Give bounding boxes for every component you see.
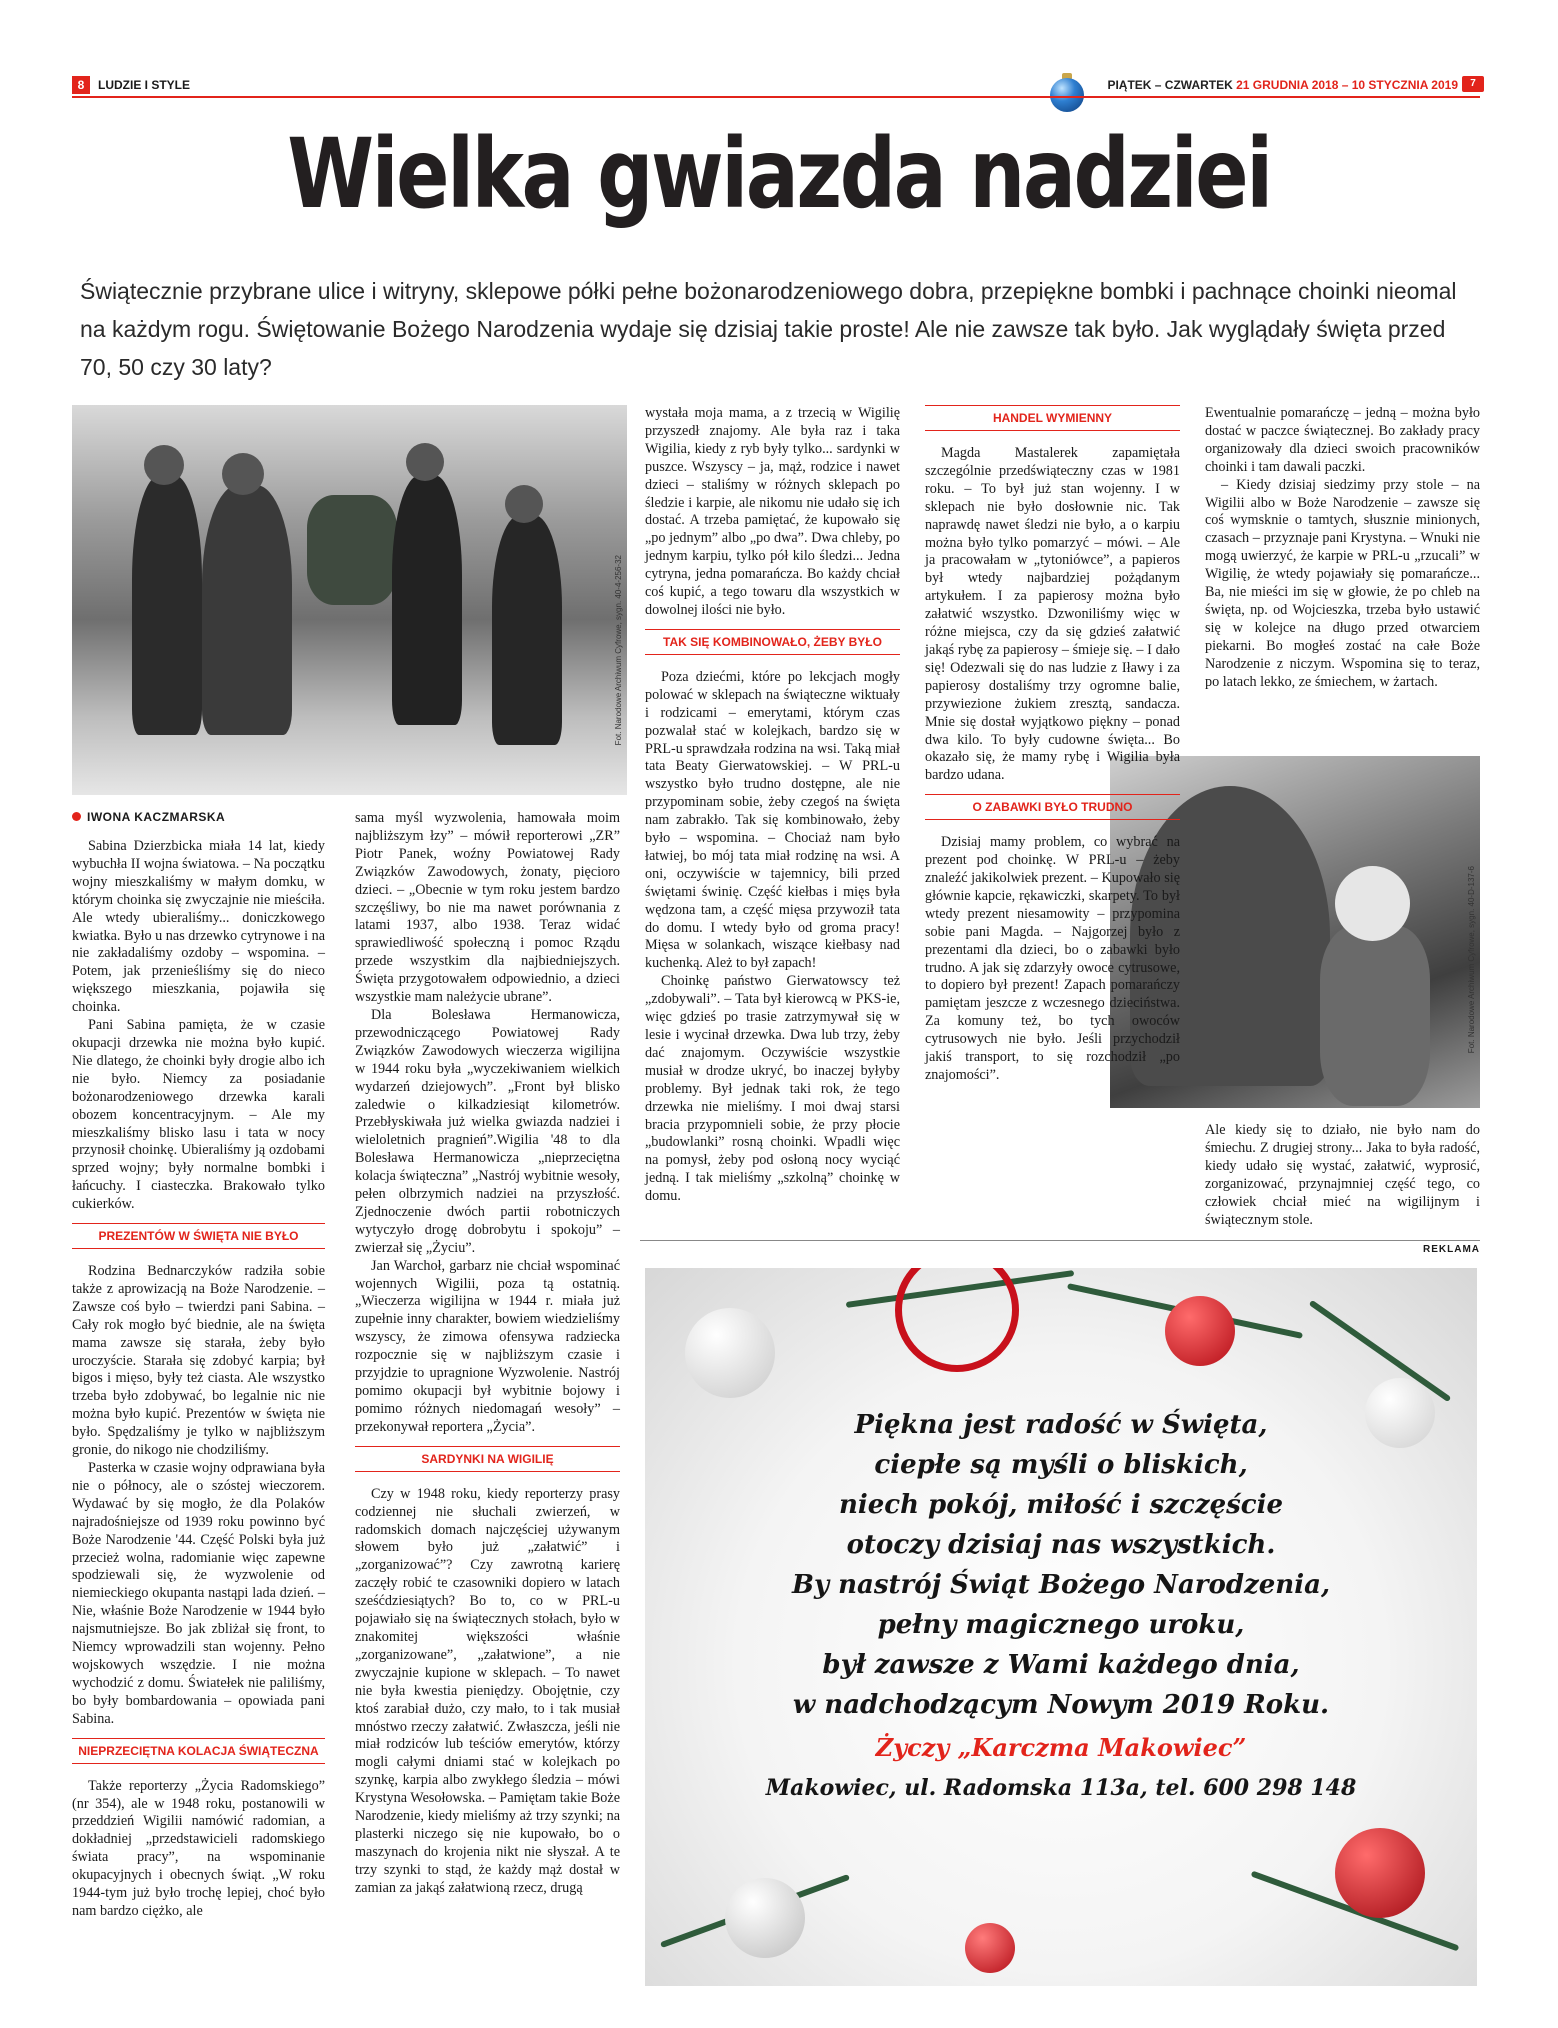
paragraph: sama myśl wyzwolenia, hamowała moim najbliższym łzy” – mówił reporterowi „ZR” Piotr Panek, woźny Powiatowej Rady Związków Zawodowych, żonaty, pięcioro dzieci. – „Obecnie w tym roku jestem bardzo szczęśliwy, bo nie ma nawet porównania z latami 1937, albo 1938. Teraz widać sprawiedliwość społeczną i pomoc Rządu przede wszystkim dla najbiedniejszych. Święta przygotowałem odpowiednio, a dzieci wszystkie mam należycie ubrane”. [355, 810, 620, 1006]
paragraph: Pasterka w czasie wojny odprawiana była nie o północy, ale o szóstej wieczorem. Wydawać by się mogło, że dla Polaków najradośniejsze od 1939 roku powinno być Boże Narodzenie '44. Część Polski była już przecież wolna, radomianie więc zapewne spodziewali się, że wyzwolenie od niemieckiego okupanta nastąpi lada dzień. – Nie, właśnie Boże Narodzenie w 1944 było najsmutniejsze. Bo jak zbliżał się front, to Niemcy wprowadzili stan wojenny. Pełno wojskowych wszędzie. I nie można wychodzić z domu. Światełek nie paliliśmy, bo były bombardowania – opowiada pani Sabina. [72, 1460, 325, 1727]
advert-signature: Życzy „Karczma Makowiec” [875, 1733, 1247, 1762]
red-ribbon-icon [895, 1268, 1019, 1372]
paragraph: Dzisiaj mamy problem, co wybrać na prezent pod choinkę. W PRL-u – żeby znaleźć jakikolwiek prezent. – Kupowało się głównie kapcie, rękawiczki, skarpety. To był wtedy prezent niesamowity – przypomina sobie pani Magda. – Najgorzej było z prezentami dla dzieci, bo o zabawki było trudno. A jak się zdarzyły owoce cytrusowe, to dopiero był prezent! Zapach pomarańczy pamiętam jeszcze z wczesnego dzieciństwa. Za komuny też, bo tych owoców cytrusowych nie było. Jeśli przychodził jakiś transport, to się rozchodził „po znajomości”. [925, 834, 1180, 1083]
photo-credit: Fot. Narodowe Archiwum Cyfrowe, sygn. 40-4-256-32 [614, 555, 623, 746]
date-prefix: PIĄTEK – CZWARTEK [1107, 78, 1233, 92]
article-column-4 [925, 405, 1180, 1085]
photo-child-head [1335, 866, 1410, 941]
paragraph: Pani Sabina pamięta, że w czasie okupacji drzewka nie można było kupić. Nie dlatego, że choinki były drogie albo ich nie było. Niemcy za posiadanie bożonarodzeniowego drzewka karali obozem koncentracyjnym. – Ale my mieszkaliśmy blisko lasu i tata w nocy przynosił choinkę. Ubieraliśmy ją ozdobami sprzed wojny; były normalne bombki i łańcuchy. I ciasteczka. Brakowało tylko cukierków. [72, 1017, 325, 1213]
photo-figure-head [505, 485, 543, 523]
header-rule [72, 96, 1480, 98]
page-number: 8 [72, 76, 90, 94]
lead-paragraph: Świątecznie przybrane ulice i witryny, sklepowe półki pełne bożonarodzeniowego dobra, przepiękne bombki i pachnące choinki nieomal na każdym rogu. Świętowanie Bożego Narodzenia wydaje się dzisiaj takie proste! Ale nie zawsze tak było. Jak wyglądały święta przed 70, 50 czy 30 laty? [80, 278, 1457, 380]
silver-bauble-icon [725, 1878, 805, 1958]
photo-figure-head [222, 453, 264, 495]
advert-greeting [645, 1405, 1477, 1725]
red-bauble-icon [1165, 1296, 1235, 1366]
photo-child [1320, 926, 1430, 1106]
subheading: NIEPRZECIĘTNA KOLACJA ŚWIĄTECZNA [72, 1738, 325, 1764]
greeting-line: niech pokój, miłość i szczęście [838, 1490, 1284, 1520]
article-column-3 [645, 405, 900, 1206]
greeting-line: Piękna jest radość w Święta, [854, 1410, 1268, 1440]
subheading: SARDYNKI NA WIGILIĘ [355, 1446, 620, 1472]
photo-men-carrying-christmas-tree [72, 405, 627, 795]
paragraph: Czy w 1948 roku, kiedy reporterzy prasy codziennej nie słuchali zwierzeń, w radomskich domach najczęściej używanym słowem było już „załatwić” i „zorganizować”? Czy zawrotną karierę zaczęły robić te czasowniki dopiero w latach sześćdziesiątych? Bo to, co w PRL-u pojawiało się na świątecznych stołach, było w znakomitej większości właśnie „zorganizowane”, „załatwione”, a nie zwyczajnie kupione w sklepach. – To nawet nie była kwestia pieniędzy. Obojętnie, czy ktoś zarabiał dużo, czy mało, to i tak musiał mnóstwo rzeczy załatwić. Zwłaszcza, jeśli nie miał rodziców lub teściów emerytów, którzy mogli całymi dniami stać w kolejkach po szynkę, karpia albo zwykłego śledzia – mówi Krystyna Wesołowska. – Pamiętam takie Boże Narodzenie, kiedy mieliśmy aż trzy szynki; na plasterki niczego się nie kupowało, bo o maszynach do krojenia nikt nie słyszał. A te trzy szynki to stąd, że każdy mąż dostał w zamian za jakąś załatwioną rzecz, drugą [355, 1485, 620, 1896]
author-byline [72, 810, 325, 824]
article-column-1 [72, 810, 325, 1921]
advert-rule [640, 1240, 1480, 1241]
headline: Wielka gwiazda nadziei [287, 118, 1271, 230]
greeting-line: ciepłe są myśli o bliskich, [874, 1450, 1248, 1480]
subheading: HANDEL WYMIENNY [925, 405, 1180, 431]
paragraph: – Kiedy dzisiaj siedzimy przy stole – na Wigilii albo w Boże Narodzenie – zawsze się coś wymsknie o tamtych, słusznie minionych, czasach – przyznaje pani Krystyna. – Wnuki nie mogą uwierzyć, że karpie w PRL-u „rzucali” w Wigilię, że wtedy pojawiały się pomarańcze... Ba, nie mieści im się w głowie, że po chleb na święta, np. od Wojcieszka, trzeba było ustawić się w kolejce na długo przed otwarciem piekarni. Bo mogłeś zostać na całe Boże Narodzenie z niczym. Wspomina się to teraz, po latach lekko, ze śmiechem, w żartach. [1205, 476, 1480, 690]
photo-figure [492, 515, 562, 745]
photo-figure [392, 475, 462, 725]
silver-bauble-icon [685, 1308, 775, 1398]
paragraph: Choinkę państwo Gierwatowscy też „zdobywali”. – Tata był kierowcą w PKS-ie, więc gdzieś po trasie zatrzymywał się w lesie i wycinał drzewka. Dwa lub trzy, żeby dać znajomym. Oczywiście wszystkie musiał w drodze ukryć, bo inaczej byłyby problemy. Był jednak taki rok, że tego drzewka nie mieliśmy. I moi dwaj starsi bracia przypomnieli sobie, że przy płocie „budowlanki” rosną choinki. Wpadli więc na pomysł, żeby pod osłoną nocy wyciąć jedną. I tak mieliśmy „szkolną” choinkę w domu. [645, 973, 900, 1205]
christmas-bauble-icon [1050, 78, 1084, 112]
paragraph: wystała moja mama, a z trzecią w Wigilię przyszedł znajomy. Ale była raz i taka Wigilia, kiedy z ryb były tylko... sardynki w puszce. Wszyscy – ja, mąż, rodzice i nawet dzieci – staliśmy w różnych sklepach po śledzie i karpie, ale nikomu nie udało się ich dostać. A trzeba pamiętać, że kupowało się „po jednym” albo „po dwa”. Dwa chleby, po jednym karpiu, tylko pół kilo śledzi... Jedna cytryna, jedna pomarańcza. Bo każdy chciał coś kupić, a tego towaru dla wszystkich w dowolnej ilości nie było. [645, 405, 900, 618]
photo-credit: Fot. Narodowe Archiwum Cyfrowe, sygn. 40-D-137-6 [1467, 866, 1476, 1054]
red-bauble-icon [965, 1923, 1015, 1973]
photo-figure-head [144, 445, 184, 485]
article-column-2 [355, 810, 620, 1898]
paragraph: Jan Warchoł, garbarz nie chciał wspominać wojennych Wigilii, poza tą ostatnią. „Wieczerza wigilijna w 1944 r. miała już zupełnie inny charakter, bowiem wiedzieliśmy wszyscy, że zimowa ofensywa radziecka rozpocznie się w najbliższym czasie i przyjdzie to upragnione Wyzwolenie. Nastrój pomimo okupacji był wybitnie bojowy i pomimo różnych niedomagań wesoły” – przekonywał reportera „Życia”. [355, 1257, 620, 1435]
paragraph: Ewentualnie pomarańczę – jedną – można było dostać w paczce świątecznej. Bo zakłady pracy organizowały dla dzieci swoich pracowników choinki i tam dawali paczki. [1205, 405, 1480, 475]
date-range: 21 GRUDNIA 2018 – 10 STYCZNIA 2019 [1236, 78, 1458, 92]
subheading: O ZABAWKI BYŁO TRUDNO [925, 794, 1180, 820]
advert-label: REKLAMA [1423, 1244, 1480, 1255]
greeting-line: By nastrój Świąt Bożego Narodzenia, [792, 1570, 1330, 1600]
paragraph: Poza dziećmi, które po lekcjach mogły polować w sklepach na świąteczne wiktuały i rodzicami – emerytami, którym czas pozwalał stać w kolejkach, bardzo się w PRL-u sprawdzała rodzina na wsi. Taką miał tata Beaty Gierwatowskiej. – W PRL-u wszystko było trudno dostępne, ale nie przypominam sobie, żeby czegoś na święta nam zabrakło. Tak się kombinowało, żeby było – wspomina. – Chociaż nam było łatwiej, bo mój tata miał rodzinę na wsi. A oni, oczywiście w tajemnicy, bili przed świętami świnię. Część kiełbas i mięs była wędzona tam, a część mięsa przywoził tata do domu. I wtedy było od groma pracy! Mięsa w solankach, wiszące kiełbasy nad kuchenką. Ależ to był zapach! [645, 668, 900, 972]
greeting-line: w nadchodzącym Nowym 2019 Roku. [792, 1690, 1330, 1720]
subheading: TAK SIĘ KOMBINOWAŁO, ŻEBY BYŁO [645, 629, 900, 655]
article-column-5-continued [1205, 1122, 1480, 1229]
red-bauble-icon [1335, 1828, 1425, 1918]
subheading: PREZENTÓW W ŚWIĘTA NIE BYŁO [72, 1223, 325, 1249]
photo-figure-head [406, 443, 444, 481]
paragraph: Sabina Dzierzbicka miała 14 lat, kiedy wybuchła II wojna światowa. – Na początku wojny mieszkaliśmy w małym domku, w którym choinka się zwyczajnie nie mieściła. Ale wtedy ubieraliśmy... doniczkowego kwiatka. Było u nas drzewko cytrynowe i na nie zakładaliśmy ozdoby – wspomina. – Potem, jak przenieśliśmy się do nieco większego mieszkania, pojawiła się choinka. [72, 838, 325, 1016]
paragraph: Także reporterzy „Życia Radomskiego” (nr 354), ale w 1948 roku, postanowili w przeddzień Wigilii namówić radomian, a dokładniej „przedstawicieli radomskiego świata pracy”, na wspominanie okupacyjnych i obecnych świąt. „W roku 1944-tym już było trochę lepiej, choć było nam bardzo ciężko, ale [72, 1777, 325, 1919]
photo-figure [202, 485, 292, 735]
greeting-line: był zawsze z Wami każdego dnia, [822, 1650, 1300, 1680]
bullet-dot-icon [72, 812, 81, 821]
greeting-line: pełny magicznego uroku, [877, 1610, 1245, 1640]
paragraph: Dla Bolesława Hermanowicza, przewodniczącego Powiatowej Rady Związków Zawodowych wieczerza wigilijna w 1944 roku była „wyczekiwaniem wielkich wydarzeń dziejowych”. „Front był blisko zaledwie o kilkadziesiąt kilometrów. Przebłyskiwała już wielka gwiazda nadziei i wieloletnich pragnień”.Wigilia '48 to dla Bolesława Hermanowicza „nieprzeciętna kolacja świąteczna” „Nastrój wybitnie wesoły, pełen olbrzymich nadziei na przyszłość. Zjednoczenie dwóch partii robotniczych wytyczyło drogę dobrobytu i spokoju” – zwierzał się „Życiu”. [355, 1006, 620, 1256]
photo-figure [132, 475, 202, 735]
paragraph: Magda Mastalerek zapamiętała szczególnie przedświąteczny czas w 1981 roku. – To był już stan wojenny. I w sklepach nie było dosłownie nic. Tak naprawdę nawet śledzi nie było, a o karpiu można było tylko pomarzyć – mówi. – Ale ja pracowałam w „tytoniówce”, a papieros był wtedy najbardziej pożądanym artykułem. I za papierosy można było załatwić wszystko. Dzwoniliśmy więc w różne miejsca, czy da się gdzieś załatwić jakąś rybę za papierosy – śmieje się. – I dało się! Odezwali się do nas ludzie z Iławy i za papierosy dostaliśmy trzy ogromne balie, przywiezione żukiem zresztą, sandacza. Mnie się dostał wyjątkowo piękny – ponad dwa kilo. To były cudowne święta... Bo okazało się, że mamy rybę i Wigilia była bardzo udana. [925, 445, 1180, 784]
paragraph: Ale kiedy się to działo, nie było nam do śmiechu. Z drugiej strony... Jaka to była radość, kiedy udało się wystać, załatwić, wyprosić, zorganizować, przynajmniej część tego, co człowiek chciał mieć na wigilijnym i świątecznym stole. [1205, 1122, 1480, 1228]
advert-address: Makowiec, ul. Radomska 113a, tel. 600 298 148 [765, 1775, 1357, 1801]
section-name: LUDZIE I STYLE [98, 78, 191, 92]
article-column-5 [1205, 405, 1480, 692]
christmas-advert [645, 1268, 1477, 1986]
issue-date [1107, 78, 1458, 92]
author-name: IWONA KACZMARSKA [87, 810, 226, 824]
publication-logo: 7 [1462, 76, 1484, 92]
greeting-line: otoczy dzisiaj nas wszystkich. [846, 1530, 1276, 1560]
photo-christmas-tree [307, 495, 397, 605]
paragraph: Rodzina Bednarczyków radziła sobie także z aprowizacją na Boże Narodzenie. – Zawsze coś było – twierdzi pani Sabina. – Cały rok mogło być biednie, ale na święta mama zawsze się starała, żeby było uroczyście. Starała się zdobyć karpia; był bigos i mięso, były też ciasta. Ale wszystko trzeba było zdobywać, bo legalnie nic nie można było kupić. Prezentów w święta nie było. Spędzaliśmy je tylko w najbliższym gronie, do nikogo nie chodziliśmy. [72, 1263, 325, 1459]
